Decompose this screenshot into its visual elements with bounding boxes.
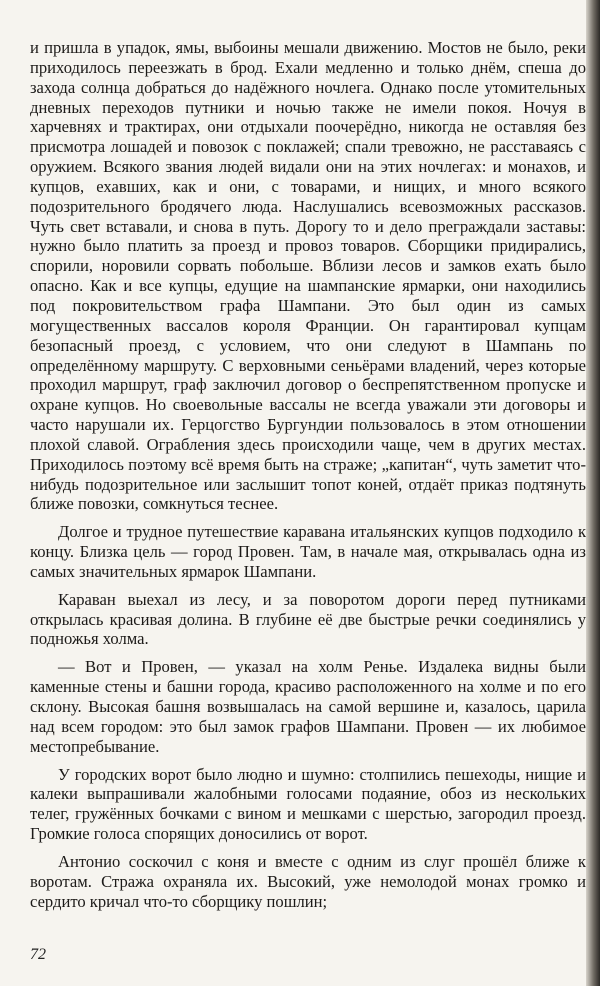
paragraph-2: Долгое и трудное путешествие каравана итальянских купцов подходило к концу. Близка цель — город Провен. Там, в начале мая, открывалась одна из самых значительных ярмарок Шампани. (30, 522, 586, 581)
book-spine-shadow (586, 0, 600, 986)
paragraph-5: У городских ворот было людно и шумно: столпились пешеходы, нищие и калеки выпрашивали жалобными голосами подаяние, обоз из нескольких телег, гружённых бочками с вином и мешками с шерстью, загородил проезд. Громкие голоса спорящих доносились от ворот. (30, 764, 586, 844)
paragraph-1: и пришла в упадок, ямы, выбоины мешали движению. Мостов не было, реки приходилось переезжать в брод. Ехали медленно и только днём, спеша до захода солнца добраться до надёжного ночлега. Однако после утомительных дневных переходов путники и ночью также не имели покоя. Ночуя в харчевнях и трактирах, они отдыхали поочерёдно, никогда не оставляя без присмотра лошадей и повозок с поклажей; спали тревожно, не расставаясь с оружием. Всякого звания людей видали они на этих ночлегах: и монахов, и купцов, ехавших, как и они, с товарами, и нищих, и много всякого подозрительного бродячего люда. Наслушались всевозможных рассказов. Чуть свет вставали, и снова в путь. Дорогу то и дело преграждали заставы: нужно было платить за проезд и провоз товаров. Сборщики придирались, спорили, норовили сорвать побольше. Вблизи лесов и замков ехать было опасно. Как и все купцы, едущие на шампанские ярмарки, они находились под покровительством графа Шампани. Это был один из самых могущественных вассалов короля Франции. Он гарантировал купцам безопасный проезд, с условием, что они следуют в Шампань по определённому маршруту. С верховными сеньёрами владений, через которые проходил маршрут, граф заключил договор о беспрепятственном пропуске и охране купцов. Но своевольные вассалы не всегда уважали эти договоры и часто нарушали их. Герцогство Бургундии пользовалось в этом отношении плохой славой. Ограбления здесь происходили чаще, чем в других местах. Приходилось поэтому всё время быть на страже; „капитан“, чуть заметит что-нибудь подозрительное или заслышит топот коней, отдаёт приказ подтянуть ближе повозки, сомкнуться теснее. (30, 38, 586, 514)
body-text (30, 38, 586, 911)
paragraph-4: — Вот и Провен, — указал на холм Ренье. Издалека видны были каменные стены и башни города, красиво расположенного на холме и по его склону. Высокая башня возвышалась на самой вершине и, казалось, царила над всем городом: это был замок графов Шампани. Провен — их любимое местопребывание. (30, 657, 586, 756)
paragraph-6: Антонио соскочил с коня и вместе с одним из слуг прошёл ближе к воротам. Стража охраняла их. Высокий, уже немолодой монах громко и сердито кричал что-то сборщику пошлин; (30, 851, 586, 911)
page-number: 72 (30, 946, 46, 963)
paragraph-3: Караван выехал из лесу, и за поворотом дороги перед путниками открылась красивая долина. В глубине её две быстрые речки соединялись у подножья холма. (30, 589, 586, 649)
